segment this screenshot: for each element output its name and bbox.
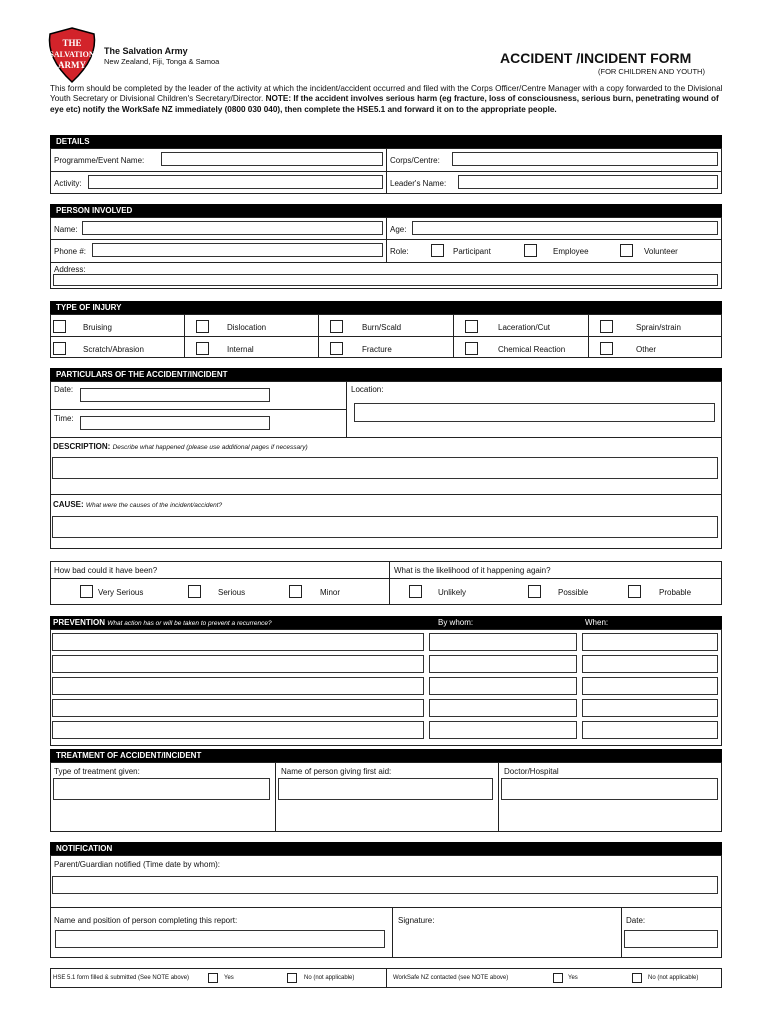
minor-label: Minor <box>320 588 341 597</box>
parent-notified-field[interactable] <box>52 876 718 894</box>
corps-label: Corps/Centre: <box>390 156 440 165</box>
description-label-row <box>53 442 308 453</box>
prevention-label: PREVENTION <box>53 618 106 627</box>
prevention-action-field[interactable] <box>52 677 424 695</box>
injury-laceration-label: Laceration/Cut <box>498 323 551 332</box>
first-aid-label: Name of person giving first aid: <box>281 767 392 776</box>
role-employee-label: Employee <box>553 247 589 256</box>
hse-label: HSE 5.1 form filled & submitted (See NOTE above) <box>53 975 190 981</box>
injury-internal-label: Internal <box>227 345 254 354</box>
prevention-hint: What action has or will be taken to prevent a recurrence? <box>107 620 272 627</box>
time-field[interactable] <box>80 416 270 430</box>
injury-scratch-label: Scratch/Abrasion <box>83 345 144 354</box>
programme-field[interactable] <box>161 152 383 166</box>
hse-yes-checkbox[interactable] <box>208 973 218 983</box>
probable-label: Probable <box>659 588 692 597</box>
first-aid-field[interactable] <box>278 778 493 800</box>
prevention-action-field[interactable] <box>52 633 424 651</box>
completing-field[interactable] <box>55 930 385 948</box>
worksafe-label: WorkSafe NZ contacted (see NOTE above) <box>393 975 509 981</box>
form-subtitle: (FOR CHILDREN AND YOUTH) <box>598 67 705 76</box>
injury-sprain-checkbox[interactable] <box>600 320 613 333</box>
svg-text:SALVATION: SALVATION <box>49 50 95 59</box>
doctor-label: Doctor/Hospital <box>504 767 559 776</box>
salvation-army-shield-logo <box>44 26 100 84</box>
completing-label: Name and position of person completing this report: <box>54 916 238 925</box>
location-field[interactable] <box>354 403 715 422</box>
injury-bruising-checkbox[interactable] <box>53 320 66 333</box>
role-employee-checkbox[interactable] <box>524 244 537 257</box>
particulars-header: PARTICULARS OF THE ACCIDENT/INCIDENT <box>50 368 722 381</box>
prevention-when-field[interactable] <box>582 721 718 739</box>
prevention-when-field[interactable] <box>582 699 718 717</box>
role-participant-label: Participant <box>453 247 491 256</box>
details-header: DETAILS <box>50 135 722 148</box>
injury-fracture-label: Fracture <box>362 345 392 354</box>
prevention-by-whom-field[interactable] <box>429 721 577 739</box>
by-whom-label: By whom: <box>438 618 474 627</box>
description-label: DESCRIPTION: <box>53 442 111 451</box>
name-label: Name: <box>54 225 78 234</box>
age-label: Age: <box>390 225 407 234</box>
treatment-type-label: Type of treatment given: <box>54 767 140 776</box>
injury-laceration-checkbox[interactable] <box>465 320 478 333</box>
when-label: When: <box>585 618 609 627</box>
programme-label: Programme/Event Name: <box>54 156 145 165</box>
notification-header: NOTIFICATION <box>50 842 722 855</box>
how-bad-label: How bad could it have been? <box>54 566 158 575</box>
prevention-by-whom-field[interactable] <box>429 699 577 717</box>
prevention-action-field[interactable] <box>52 655 424 673</box>
prevention-action-field[interactable] <box>52 699 424 717</box>
address-field[interactable] <box>53 274 718 286</box>
parent-notified-label: Parent/Guardian notified (Time date by whom): <box>54 860 221 869</box>
role-volunteer-checkbox[interactable] <box>620 244 633 257</box>
intro-note: NOTE: If the accident involves serious harm (eg fracture, loss of consciousness, serious burn, penetrating wound of eye etc) notify the WorkSafe NZ immediately (0800 030 040), then complete the HSE5.1 and forward it on to the appropriate people. <box>50 94 719 114</box>
hse-yes-label: Yes <box>224 975 234 981</box>
injury-burn-label: Burn/Scald <box>362 323 402 332</box>
injury-scratch-checkbox[interactable] <box>53 342 66 355</box>
prevention-by-whom-field[interactable] <box>429 655 577 673</box>
treatment-header: TREATMENT OF ACCIDENT/INCIDENT <box>50 749 722 762</box>
injury-header: TYPE OF INJURY <box>50 301 722 314</box>
phone-field[interactable] <box>92 243 383 257</box>
injury-other-checkbox[interactable] <box>600 342 613 355</box>
corps-field[interactable] <box>452 152 718 166</box>
time-label: Time: <box>54 414 74 423</box>
notification-date-field[interactable] <box>624 930 718 948</box>
injury-fracture-checkbox[interactable] <box>330 342 343 355</box>
svg-text:THE: THE <box>62 38 82 48</box>
prevention-action-field[interactable] <box>52 721 424 739</box>
injury-internal-checkbox[interactable] <box>196 342 209 355</box>
leader-label: Leader's Name: <box>390 179 447 188</box>
cause-label: CAUSE: <box>53 500 84 509</box>
org-region: New Zealand, Fiji, Tonga & Samoa <box>104 57 220 66</box>
injury-chemical-checkbox[interactable] <box>465 342 478 355</box>
serious-checkbox[interactable] <box>188 585 201 598</box>
unlikely-checkbox[interactable] <box>409 585 422 598</box>
worksafe-no-label: No (not applicable) <box>648 975 699 981</box>
name-field[interactable] <box>82 221 383 235</box>
address-label: Address: <box>54 265 86 274</box>
description-hint: Describe what happened (please use additional pages if necessary) <box>112 444 308 451</box>
cause-field[interactable] <box>52 516 718 538</box>
location-label: Location: <box>351 385 384 394</box>
doctor-field[interactable] <box>501 778 718 800</box>
notification-date-label: Date: <box>626 916 646 925</box>
very-serious-checkbox[interactable] <box>80 585 93 598</box>
leader-field[interactable] <box>458 175 718 189</box>
hse-no-checkbox[interactable] <box>287 973 297 983</box>
phone-label: Phone #: <box>54 247 87 256</box>
signature-label: Signature: <box>398 916 435 925</box>
worksafe-yes-label: Yes <box>568 975 578 981</box>
injury-sprain-label: Sprain/strain <box>636 323 681 332</box>
minor-checkbox[interactable] <box>289 585 302 598</box>
prevention-when-field[interactable] <box>582 633 718 651</box>
prevention-header <box>50 616 722 629</box>
date-label: Date: <box>54 385 74 394</box>
worksafe-no-checkbox[interactable] <box>632 973 642 983</box>
age-field[interactable] <box>412 221 718 235</box>
treatment-type-field[interactable] <box>53 778 270 800</box>
prevention-by-whom-field[interactable] <box>429 677 577 695</box>
injury-other-label: Other <box>636 345 657 354</box>
prevention-by-whom-field[interactable] <box>429 633 577 651</box>
possible-checkbox[interactable] <box>528 585 541 598</box>
prevention-when-field[interactable] <box>582 655 718 673</box>
injury-bruising-label: Bruising <box>83 323 112 332</box>
svg-text:ARMY: ARMY <box>58 60 86 70</box>
possible-label: Possible <box>558 588 589 597</box>
very-serious-label: Very Serious <box>98 588 144 597</box>
activity-label: Activity: <box>54 179 82 188</box>
worksafe-yes-checkbox[interactable] <box>553 973 563 983</box>
probable-checkbox[interactable] <box>628 585 641 598</box>
prevention-when-field[interactable] <box>582 677 718 695</box>
injury-dislocation-label: Dislocation <box>227 323 267 332</box>
serious-label: Serious <box>218 588 246 597</box>
description-field[interactable] <box>52 457 718 479</box>
date-field[interactable] <box>80 388 270 402</box>
person-header: PERSON INVOLVED <box>50 204 722 217</box>
cause-label-row <box>53 500 222 511</box>
role-participant-checkbox[interactable] <box>431 244 444 257</box>
activity-field[interactable] <box>88 175 383 189</box>
org-name: The Salvation Army <box>104 46 188 56</box>
hse-no-label: No (not applicable) <box>304 975 355 981</box>
injury-dislocation-checkbox[interactable] <box>196 320 209 333</box>
cause-hint: What were the causes of the incident/accident? <box>85 502 223 509</box>
role-volunteer-label: Volunteer <box>644 247 678 256</box>
intro-paragraph <box>50 84 730 115</box>
likelihood-label: What is the likelihood of it happening again? <box>394 566 551 575</box>
role-label: Role: <box>390 247 409 256</box>
unlikely-label: Unlikely <box>438 588 467 597</box>
injury-burn-checkbox[interactable] <box>330 320 343 333</box>
intro-text: This form should be completed by the leader of the activity at which the incident/accident occurred and filed with the Corps Officer/Centre Manager with a copy forwarded to the Divisional Youth Secretary or Divisional Children's Secretary/Director. <box>50 84 723 104</box>
injury-chemical-label: Chemical Reaction <box>498 345 566 354</box>
form-title: ACCIDENT /INCIDENT FORM <box>500 50 692 66</box>
